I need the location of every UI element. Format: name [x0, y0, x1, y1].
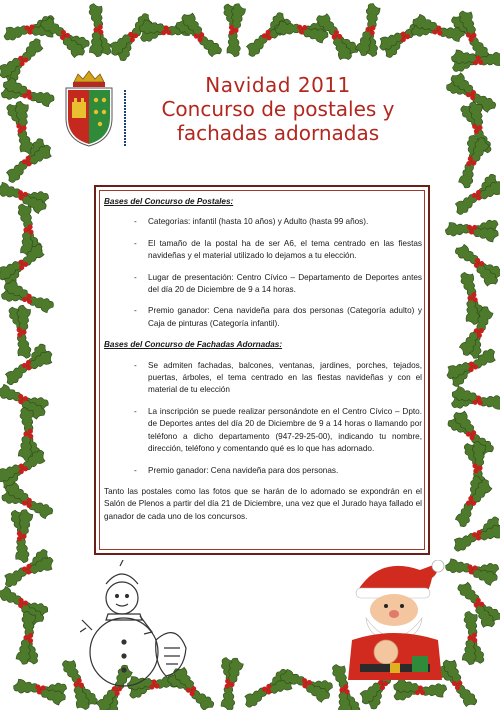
- holly-sprig-icon: [6, 100, 33, 154]
- santa-claus-illustration-icon: [340, 560, 450, 680]
- fachadas-heading: Bases del Concurso de Fachadas Adornadas:: [104, 340, 283, 350]
- holly-sprig-icon: [2, 506, 36, 563]
- holly-sprig-icon: [0, 37, 52, 88]
- postales-heading: Bases del Concurso de Postales:: [104, 197, 234, 206]
- closing-paragraph: Tanto las postales como las fotos que se harán de lo adornado se expondrán en el Salón de Plenos a partir del día 21 de Diciembre, una vez que el Jurado haya fallado el ganador de cada uno de los concursos.: [104, 486, 422, 521]
- list-item: - Categorías: infantil (hasta 10 años) y Adulto (hasta 99 años).: [134, 217, 369, 227]
- title-line-1: Navidad 2011: [205, 73, 351, 97]
- holly-sprig-icon: [444, 546, 500, 590]
- holly-sprig-icon: [208, 653, 248, 710]
- list-item: - Premio ganador: Cena navideña para dos personas (Categoría adulto) y Caja de pinturas (Categoría infantil).: [134, 306, 422, 328]
- holly-sprig-icon: [172, 8, 224, 66]
- holly-sprig-icon: [86, 3, 115, 58]
- holly-sprig-icon: [279, 657, 338, 707]
- holly-sprig-icon: [454, 234, 500, 291]
- title-line-3: fachadas adornadas: [176, 121, 380, 145]
- holly-sprig-icon: [444, 209, 500, 246]
- list-item: - El tamaño de la postal ha de ser A6, el tema centrado en las fiestas navideñas y el material utilizado lo dejamos a tu elección.: [134, 238, 422, 261]
- list-item: - Premio ganador: Cena navideña para dos personas.: [134, 465, 339, 475]
- holly-sprig-icon: [448, 171, 500, 216]
- holly-sprig-icon: [456, 574, 500, 633]
- list-item: - La inscripción se puede realizar personándote en el Centro Cívico – Dpto. de Deportes antes del día 20 de Diciembre de 9 a 14 horas o llamando por teléfono a dicho departamento (947-29-25-00), indicando tu nombre, dirección, teléfono y comentando qué es lo que has adornado.: [134, 406, 422, 454]
- list-item: - Se admiten fachadas, balcones, ventanas, jardines, porches, tejados, puertas, árboles, el tema centrado en las fiestas navideñas y con el material de tu elección: [134, 360, 422, 395]
- holly-sprig-icon: [5, 303, 34, 358]
- title-line-2: Concurso de postales y: [161, 97, 395, 121]
- page-title: [128, 73, 428, 145]
- list-item: - Lugar de presentación: Centro Cívico – Departamento de Deportes antes del día 20 de Diciembre de 9 a 14 horas.: [134, 272, 422, 295]
- coat-of-arms-icon: [60, 68, 118, 148]
- holly-sprig-icon: [407, 10, 466, 55]
- rules-content: [104, 196, 422, 523]
- snowman-illustration-icon: [80, 560, 200, 690]
- holly-sprig-icon: [449, 46, 500, 79]
- holly-sprig-icon: [12, 666, 71, 710]
